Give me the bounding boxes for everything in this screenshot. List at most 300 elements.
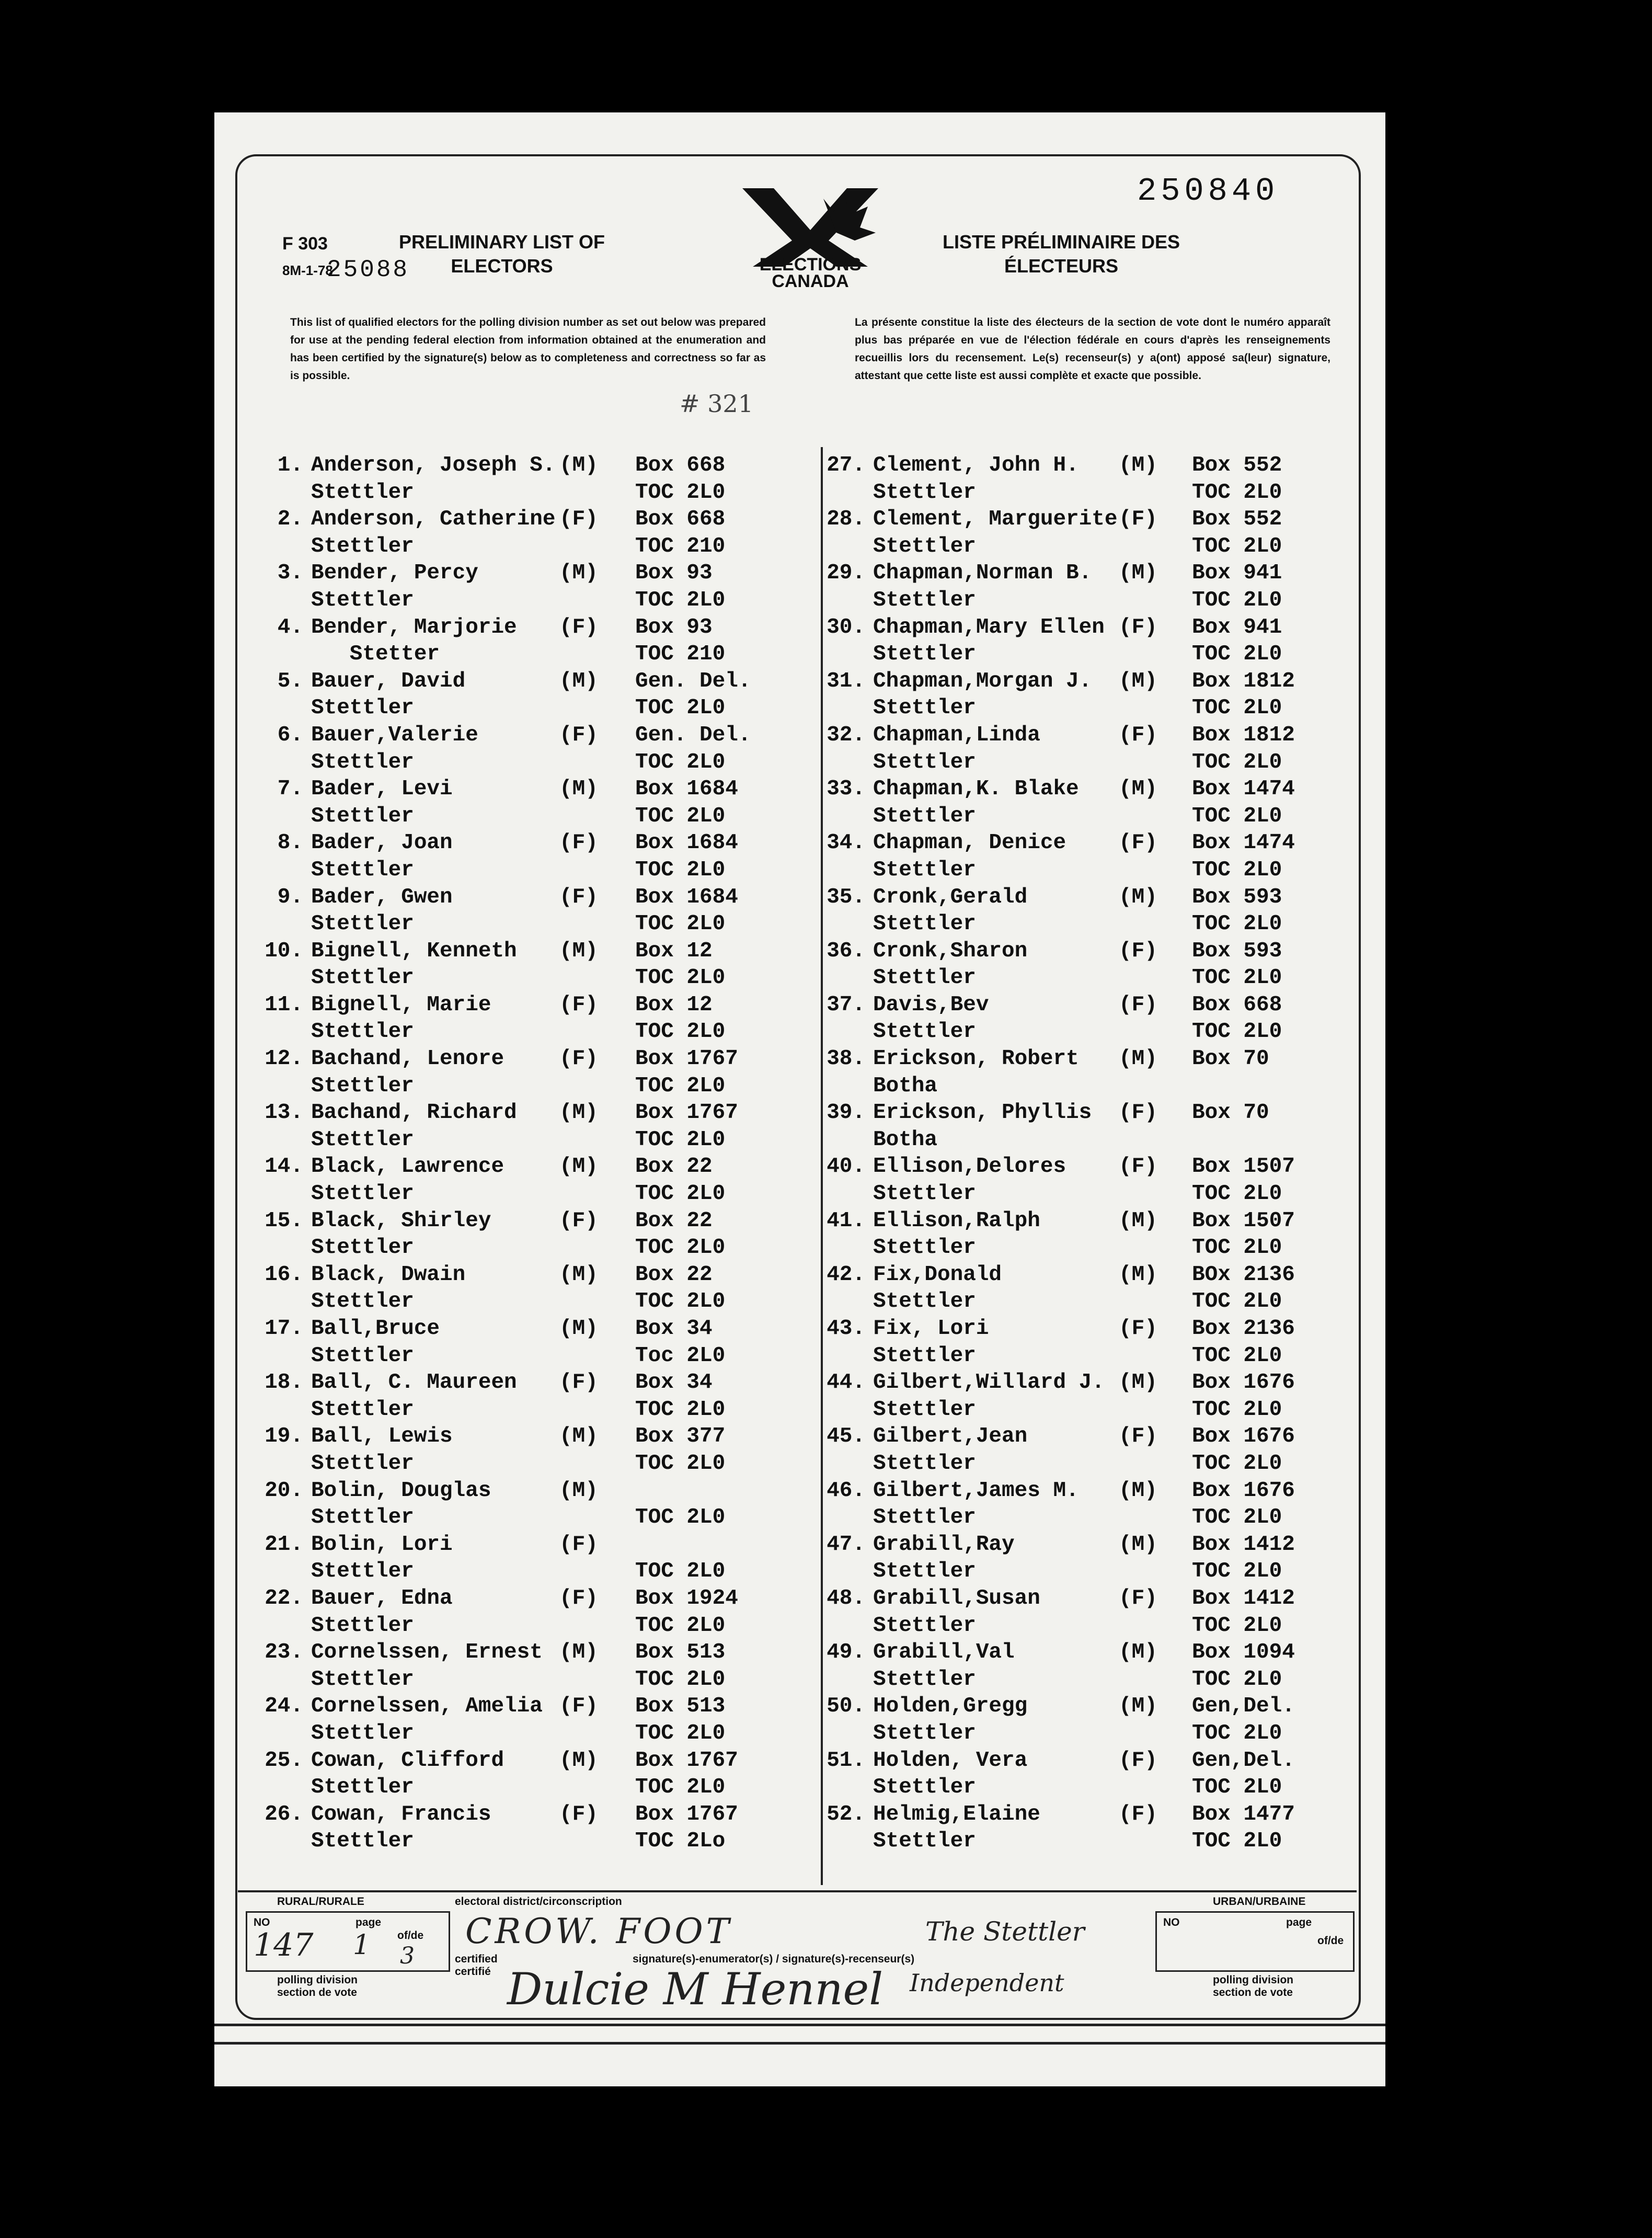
elector-name: Cronk,Sharon xyxy=(873,939,1028,963)
elector-sex: (M) xyxy=(559,1317,598,1341)
elector-sex: (M) xyxy=(559,1748,598,1773)
elector-row xyxy=(808,1423,1362,1477)
elector-number: 5. xyxy=(277,669,303,693)
elector-sex: (M) xyxy=(559,1640,598,1665)
elector-name: Cronk,Gerald xyxy=(873,885,1028,909)
elector-number: 11. xyxy=(265,992,303,1017)
elector-address: Box 1507 xyxy=(1192,1155,1295,1179)
footer-rule xyxy=(238,1890,1357,1892)
elector-row xyxy=(808,1693,1362,1747)
intro-english: This list of qualified electors for the polling division number as set out below was prepared for use at the pending federal election from information obtained at the enumeration and has been certified by the signature(s) below as to completeness and correctness so far as is possible. xyxy=(290,316,766,382)
elector-place: Stettler xyxy=(311,1343,414,1368)
elector-row xyxy=(808,1046,1362,1100)
elector-sex: (F) xyxy=(559,507,598,532)
elector-sex: (F) xyxy=(1119,723,1157,747)
elector-sex: (F) xyxy=(1119,1586,1157,1611)
elector-row xyxy=(246,884,800,938)
elector-number: 30. xyxy=(827,615,865,640)
elector-place: Stettler xyxy=(311,1721,414,1745)
elector-sex: (M) xyxy=(1119,1532,1157,1557)
elector-address: Box 941 xyxy=(1192,615,1282,640)
elector-place: Stettler xyxy=(311,1236,414,1260)
of-label-right: of/de xyxy=(1317,1935,1344,1947)
elector-sex: (F) xyxy=(1119,1317,1157,1341)
elector-name: Anderson, Catherine xyxy=(311,507,556,532)
elector-row xyxy=(246,938,800,992)
elector-address: Box 1477 xyxy=(1192,1802,1295,1826)
elector-address: Box 93 xyxy=(635,615,713,640)
elector-place: Stettler xyxy=(311,1505,414,1530)
elector-place: Stettler xyxy=(311,1289,414,1314)
elector-number: 32. xyxy=(827,723,865,747)
elector-name: Grabill,Val xyxy=(873,1640,1015,1665)
elector-postal-code: TOC 2L0 xyxy=(635,750,726,774)
elector-postal-code: TOC 2L0 xyxy=(635,588,726,612)
elector-place: Stettler xyxy=(873,1721,976,1745)
elector-name: Chapman,K. Blake xyxy=(873,777,1079,802)
elector-row xyxy=(808,1748,1362,1801)
elector-row xyxy=(808,614,1362,668)
elector-number: 19. xyxy=(265,1424,303,1449)
elector-address: Gen,Del. xyxy=(1192,1694,1295,1719)
elector-address: Box 941 xyxy=(1192,561,1282,586)
elector-place: Stettler xyxy=(311,696,414,721)
address-hand: The Stettler xyxy=(925,1916,1085,1947)
elector-postal-code: TOC 2L0 xyxy=(635,480,726,505)
elector-row xyxy=(808,452,1362,506)
elector-place: Stettler xyxy=(873,1020,976,1044)
elector-number: 21. xyxy=(265,1532,303,1557)
elector-name: Bader, Levi xyxy=(311,777,453,802)
elector-number: 29. xyxy=(827,561,865,586)
elector-address: Box 1767 xyxy=(635,1748,738,1773)
elections-canada-logo xyxy=(732,183,889,303)
elector-name: Chapman,Linda xyxy=(873,723,1040,747)
elector-address: Box 1094 xyxy=(1192,1640,1295,1665)
elector-sex: (M) xyxy=(1119,1371,1157,1395)
elector-place: Stettler xyxy=(311,1559,414,1584)
elector-address: Box 12 xyxy=(635,992,713,1017)
logo-line-1: ELECTIONS xyxy=(759,255,862,275)
elector-name: Ellison,Delores xyxy=(873,1155,1066,1179)
elector-place: Stettler xyxy=(873,804,976,828)
elector-name: Erickson, Phyllis xyxy=(873,1101,1092,1125)
elector-number: 45. xyxy=(827,1424,865,1449)
elector-row xyxy=(808,1208,1362,1262)
elector-place: Stettler xyxy=(311,1613,414,1638)
elector-number: 12. xyxy=(265,1047,303,1071)
elector-address: Box 668 xyxy=(1192,992,1282,1017)
elector-postal-code: TOC 2L0 xyxy=(635,1775,726,1800)
elector-place: Stettler xyxy=(311,1397,414,1422)
elector-postal-code: TOC 2L0 xyxy=(1192,1505,1282,1530)
outer-rule-1 xyxy=(214,2024,1385,2026)
elector-sex: (M) xyxy=(1119,453,1157,477)
elector-name: Cowan, Clifford xyxy=(311,1748,504,1773)
electors-list-left xyxy=(246,452,800,1855)
elector-postal-code: TOC 2L0 xyxy=(635,1289,726,1314)
elector-name: Holden, Vera xyxy=(873,1748,1028,1773)
elector-number: 3. xyxy=(277,561,303,586)
elector-postal-code: TOC 2L0 xyxy=(635,1127,726,1152)
elector-postal-code: TOC 2L0 xyxy=(1192,1236,1282,1260)
elector-address: Box 1684 xyxy=(635,831,738,855)
elector-number: 6. xyxy=(277,723,303,747)
elector-place: Stettler xyxy=(311,480,414,505)
elector-sex: (F) xyxy=(559,1047,598,1071)
elector-name: Fix, Lori xyxy=(873,1317,989,1341)
elector-postal-code: TOC 2L0 xyxy=(1192,1343,1282,1368)
elector-number: 4. xyxy=(277,615,303,640)
elector-postal-code: TOC 2L0 xyxy=(635,804,726,828)
elector-postal-code: TOC 210 xyxy=(635,642,726,667)
elector-sex: (F) xyxy=(1119,615,1157,640)
elector-name: Black, Dwain xyxy=(311,1262,466,1287)
elector-place: Stettler xyxy=(873,966,976,990)
rural-label: RURAL/RURALE xyxy=(277,1896,364,1908)
elector-postal-code: TOC 2L0 xyxy=(1192,858,1282,882)
elector-number: 39. xyxy=(827,1101,865,1125)
elector-address: Box 552 xyxy=(1192,453,1282,477)
elector-address: Box 1684 xyxy=(635,885,738,909)
elector-address: BOx 2136 xyxy=(1192,1262,1295,1287)
elector-address: Box 70 xyxy=(1192,1101,1269,1125)
elector-row xyxy=(246,1478,800,1532)
elector-place: Stettler xyxy=(311,912,414,937)
elector-number: 48. xyxy=(827,1586,865,1611)
elector-sex: (F) xyxy=(559,615,598,640)
elector-place: Stettler xyxy=(873,912,976,937)
elector-place: Stettler xyxy=(873,1451,976,1476)
intro-french: La présente constitue la liste des électeurs de la section de vote dont le numéro apparaît plus bas préparée en vue de l'élection fédérale en cours d'après les renseignements recueillis lors du recensement. Le(s) recenseur(s) y a(ont) apposé sa(leur) signature, attestant que cette liste est aussi complète et exacte que possible. xyxy=(855,316,1330,382)
elector-address: Box 22 xyxy=(635,1262,713,1287)
polling-label-left: polling division xyxy=(277,1974,358,1986)
polling-label-right: polling division xyxy=(1213,1974,1293,1986)
elector-sex: (M) xyxy=(559,1262,598,1287)
elector-place: Stettler xyxy=(873,1182,976,1206)
elector-number: 35. xyxy=(827,885,865,909)
elector-sex: (M) xyxy=(1119,561,1157,586)
elector-postal-code: TOC 2L0 xyxy=(635,696,726,721)
elector-place: Stettler xyxy=(873,534,976,558)
elector-number: 28. xyxy=(827,507,865,532)
elector-address: Box 593 xyxy=(1192,885,1282,909)
elector-postal-code: TOC 2L0 xyxy=(635,966,726,990)
elector-name: Bignell, Marie xyxy=(311,992,491,1017)
elector-postal-code: TOC 2L0 xyxy=(635,1667,726,1692)
elector-name: Chapman, Denice xyxy=(873,831,1066,855)
elector-sex: (M) xyxy=(1119,885,1157,909)
elector-postal-code: TOC 2L0 xyxy=(1192,480,1282,505)
elector-postal-code: TOC 2L0 xyxy=(1192,1667,1282,1692)
elector-postal-code: TOC 2L0 xyxy=(1192,1020,1282,1044)
elector-postal-code: TOC 2L0 xyxy=(1192,588,1282,612)
elector-postal-code: TOC 2L0 xyxy=(635,1613,726,1638)
page-label-right: page xyxy=(1286,1916,1312,1928)
elector-sex: (M) xyxy=(1119,1478,1157,1503)
elector-postal-code: Toc 2L0 xyxy=(635,1343,726,1368)
elector-address: Box 593 xyxy=(1192,939,1282,963)
elector-number: 37. xyxy=(827,992,865,1017)
elector-sex: (M) xyxy=(1119,669,1157,693)
elector-name: Cowan, Francis xyxy=(311,1802,491,1826)
elector-sex: (F) xyxy=(1119,939,1157,963)
elector-name: Davis,Bev xyxy=(873,992,989,1017)
elector-place: Stettler xyxy=(311,858,414,882)
elector-address: Gen. Del. xyxy=(635,723,751,747)
elector-postal-code: TOC 210 xyxy=(635,534,726,558)
elector-name: Fix,Donald xyxy=(873,1262,1002,1287)
elector-name: Bader, Gwen xyxy=(311,885,453,909)
elector-sex: (F) xyxy=(1119,831,1157,855)
elector-name: Anderson, Joseph S. xyxy=(311,453,556,477)
elector-row xyxy=(246,776,800,830)
elector-number: 41. xyxy=(827,1208,865,1233)
elector-address: Box 668 xyxy=(635,507,726,532)
elector-sex: (M) xyxy=(1119,1262,1157,1287)
elector-place: Stettler xyxy=(311,1829,414,1854)
elector-postal-code: TOC 2L0 xyxy=(1192,1289,1282,1314)
elector-number: 23. xyxy=(265,1640,303,1665)
elector-address: Box 1676 xyxy=(1192,1478,1295,1503)
elector-name: Helmig,Elaine xyxy=(873,1802,1040,1826)
elector-row xyxy=(808,884,1362,938)
elector-number: 9. xyxy=(277,885,303,909)
elector-sex: (M) xyxy=(559,1478,598,1503)
elector-postal-code: TOC 2L0 xyxy=(1192,912,1282,937)
elector-place: Stettler xyxy=(873,1613,976,1638)
elector-row xyxy=(246,830,800,884)
elector-place: Stettler xyxy=(873,1775,976,1800)
elector-number: 50. xyxy=(827,1694,865,1719)
elector-place: Stettler xyxy=(311,750,414,774)
elector-place: Stettler xyxy=(873,1289,976,1314)
title-french: LISTE PRÉLIMINAIRE DES ÉLECTEURS xyxy=(942,231,1180,277)
handwritten-number: # 321 xyxy=(680,390,753,418)
elector-number: 43. xyxy=(827,1317,865,1341)
elector-postal-code: TOC 2L0 xyxy=(635,1020,726,1044)
elector-address: Box 513 xyxy=(635,1640,726,1665)
elector-number: 8. xyxy=(277,831,303,855)
elector-address: Box 1812 xyxy=(1192,669,1295,693)
elector-address: Box 93 xyxy=(635,561,713,586)
elector-number: 44. xyxy=(827,1371,865,1395)
form-date: 8M-1-78 xyxy=(282,262,333,278)
elector-number: 20. xyxy=(265,1478,303,1503)
page-label-left: page xyxy=(355,1916,382,1928)
elector-name: Erickson, Robert xyxy=(873,1047,1079,1071)
elector-number: 46. xyxy=(827,1478,865,1503)
elector-postal-code: TOC 2L0 xyxy=(635,858,726,882)
elector-sex: (F) xyxy=(1119,1155,1157,1179)
elector-number: 34. xyxy=(827,831,865,855)
elector-place: Stettler xyxy=(873,1236,976,1260)
form-number: F 303 xyxy=(282,234,328,254)
page-of-hand: 3 xyxy=(400,1943,415,1969)
elector-number: 24. xyxy=(265,1694,303,1719)
elector-sex: (M) xyxy=(559,1101,598,1125)
elector-name: Grabill,Susan xyxy=(873,1586,1040,1611)
elector-sex: (F) xyxy=(559,992,598,1017)
elector-postal-code: TOC 2L0 xyxy=(635,1074,726,1098)
elector-address: Box 1812 xyxy=(1192,723,1295,747)
elector-place: Stettler xyxy=(311,1182,414,1206)
elector-postal-code: TOC 2L0 xyxy=(635,1236,726,1260)
elector-address: Box 34 xyxy=(635,1317,713,1341)
elector-name: Ellison,Ralph xyxy=(873,1208,1040,1233)
elector-sex: (M) xyxy=(559,939,598,963)
elector-postal-code: TOC 2L0 xyxy=(1192,1182,1282,1206)
elector-sex: (F) xyxy=(1119,1748,1157,1773)
urban-label: URBAN/URBAINE xyxy=(1213,1896,1306,1908)
elector-number: 1. xyxy=(277,453,303,477)
elector-row xyxy=(808,830,1362,884)
elector-place: Stetter xyxy=(311,642,440,667)
elector-name: Bader, Joan xyxy=(311,831,453,855)
no-label-left: NO xyxy=(254,1916,270,1928)
elector-postal-code: TOC 2L0 xyxy=(1192,1559,1282,1584)
elector-address: Box 22 xyxy=(635,1155,713,1179)
elector-sex: (F) xyxy=(1119,1101,1157,1125)
elector-sex: (M) xyxy=(559,1424,598,1449)
elector-number: 27. xyxy=(827,453,865,477)
district-label: electoral district/circonscription xyxy=(455,1896,622,1908)
elector-place: Stettler xyxy=(311,588,414,612)
elector-row xyxy=(246,1585,800,1639)
elector-row xyxy=(246,722,800,776)
elector-sex: (F) xyxy=(1119,992,1157,1017)
elector-postal-code: TOC 2L0 xyxy=(1192,1775,1282,1800)
elector-name: Cornelssen, Amelia xyxy=(311,1694,543,1719)
elector-place: Stettler xyxy=(873,588,976,612)
elector-row xyxy=(808,1532,1362,1585)
elector-name: Holden,Gregg xyxy=(873,1694,1028,1719)
elector-row xyxy=(246,506,800,560)
elector-postal-code: TOC 2L0 xyxy=(635,1559,726,1584)
elector-address: Box 668 xyxy=(635,453,726,477)
elector-address: Box 552 xyxy=(1192,507,1282,532)
elector-sex: (M) xyxy=(1119,1208,1157,1233)
elector-name: Black, Lawrence xyxy=(311,1155,504,1179)
elector-name: Bender, Marjorie xyxy=(311,615,517,640)
elector-sex: (M) xyxy=(1119,1047,1157,1071)
elector-row xyxy=(246,668,800,722)
elector-name: Gilbert,Jean xyxy=(873,1424,1028,1449)
elector-name: Gilbert,James M. xyxy=(873,1478,1079,1503)
elector-place: Stettler xyxy=(873,1667,976,1692)
elector-row xyxy=(808,938,1362,992)
elector-sex: (F) xyxy=(559,831,598,855)
elector-row xyxy=(808,776,1362,830)
maple-leaf-x-icon xyxy=(732,183,889,267)
elector-address: Box 513 xyxy=(635,1694,726,1719)
elector-name: Bolin, Lori xyxy=(311,1532,453,1557)
elector-number: 16. xyxy=(265,1262,303,1287)
elector-postal-code: TOC 2L0 xyxy=(1192,534,1282,558)
elector-row xyxy=(808,668,1362,722)
signature-label: signature(s)-enumerator(s) / signature(s)-recenseur(s) xyxy=(633,1953,915,1965)
elector-sex: (M) xyxy=(559,669,598,693)
elector-number: 14. xyxy=(265,1155,303,1179)
elector-row xyxy=(808,1369,1362,1423)
elector-row xyxy=(808,1478,1362,1532)
elector-sex: (F) xyxy=(559,885,598,909)
signature-hand: Dulcie M Hennel xyxy=(507,1963,884,2015)
elector-row xyxy=(246,1748,800,1801)
logo-line-2: CANADA xyxy=(772,271,849,291)
elector-row xyxy=(246,1316,800,1369)
elector-address: Box 1474 xyxy=(1192,777,1295,802)
elector-row xyxy=(246,1208,800,1262)
elector-postal-code: TOC 2L0 xyxy=(1192,1721,1282,1745)
elector-postal-code: TOC 2L0 xyxy=(635,912,726,937)
elector-sex: (F) xyxy=(559,1532,598,1557)
elector-name: Chapman,Norman B. xyxy=(873,561,1092,586)
elector-address: Box 1924 xyxy=(635,1586,738,1611)
elector-number: 10. xyxy=(265,939,303,963)
outer-rule-2 xyxy=(214,2042,1385,2045)
elector-name: Bauer, Edna xyxy=(311,1586,453,1611)
elector-sex: (M) xyxy=(1119,777,1157,802)
elector-postal-code: TOC 2L0 xyxy=(635,1505,726,1530)
elector-row xyxy=(808,1262,1362,1316)
elector-row xyxy=(246,1100,800,1154)
elector-place: Stettler xyxy=(873,1829,976,1854)
elector-sex: (F) xyxy=(559,723,598,747)
elector-place: Stettler xyxy=(311,1127,414,1152)
elector-address: Box 1676 xyxy=(1192,1424,1295,1449)
elector-place: Stettler xyxy=(873,1559,976,1584)
elector-row xyxy=(808,1100,1362,1154)
elector-name: Clement, John H. xyxy=(873,453,1079,477)
elector-place: Stettler xyxy=(873,1397,976,1422)
elector-number: 47. xyxy=(827,1532,865,1557)
elector-row xyxy=(808,1154,1362,1207)
elector-address: Box 1767 xyxy=(635,1101,738,1125)
elector-row xyxy=(808,992,1362,1046)
elector-row xyxy=(246,452,800,506)
elector-place: Stettler xyxy=(311,1775,414,1800)
signature-note-hand: Independent xyxy=(910,1969,1064,1997)
elector-name: Ball, Lewis xyxy=(311,1424,453,1449)
elector-address: Box 1412 xyxy=(1192,1586,1295,1611)
elector-sex: (M) xyxy=(559,561,598,586)
elector-row xyxy=(808,1801,1362,1855)
elector-address: Box 2136 xyxy=(1192,1317,1295,1341)
elector-address: Gen,Del. xyxy=(1192,1748,1295,1773)
elector-place: Stettler xyxy=(311,1451,414,1476)
elector-number: 22. xyxy=(265,1586,303,1611)
elector-number: 52. xyxy=(827,1802,865,1826)
elector-sex: (M) xyxy=(559,1155,598,1179)
elector-sex: (F) xyxy=(559,1586,598,1611)
elector-postal-code: TOC 2L0 xyxy=(635,1721,726,1745)
serial-number: 250840 xyxy=(1137,173,1279,210)
elector-address: Gen. Del. xyxy=(635,669,751,693)
elector-row xyxy=(246,1532,800,1585)
elector-postal-code: TOC 2L0 xyxy=(635,1397,726,1422)
polling-number-hand: 147 xyxy=(254,1927,314,1963)
elector-name: Black, Shirley xyxy=(311,1208,491,1233)
elector-row xyxy=(246,560,800,614)
elector-postal-code: TOC 2L0 xyxy=(1192,966,1282,990)
elector-number: 40. xyxy=(827,1155,865,1179)
elector-sex: (F) xyxy=(559,1208,598,1233)
elector-address: Box 1684 xyxy=(635,777,738,802)
elector-place: Stettler xyxy=(311,966,414,990)
elector-row xyxy=(808,1316,1362,1369)
elector-row xyxy=(246,1639,800,1693)
